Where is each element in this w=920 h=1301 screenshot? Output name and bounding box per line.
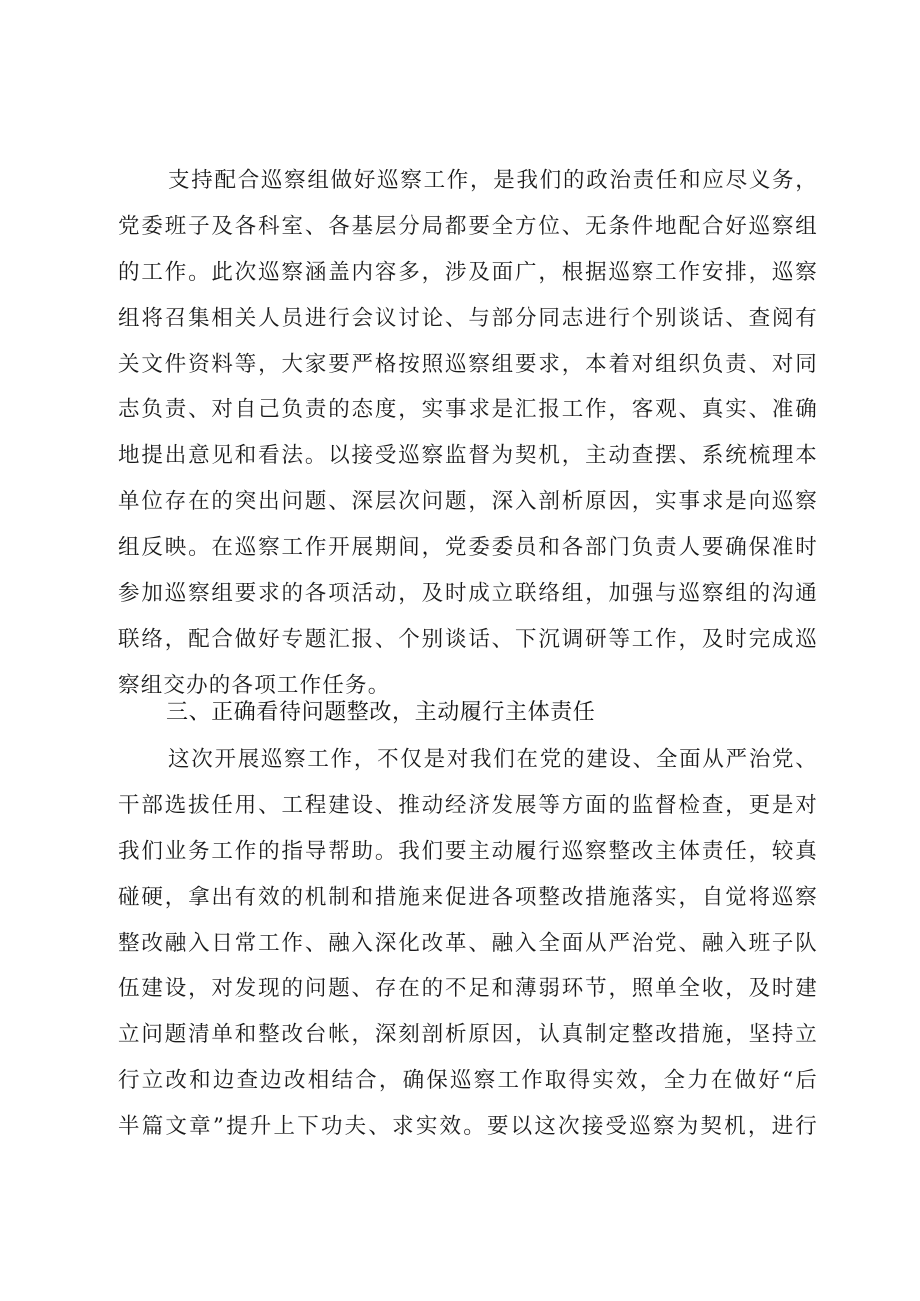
paragraph-line: 伍建设，对发现的问题、存在的不足和薄弱环节，照单全收，及时建: [118, 976, 818, 1002]
paragraph-inspection-cooperation: [118, 158, 818, 709]
paragraph-line: 整改融入日常工作、融入深化改革、融入全面从严治党、融入班子队: [118, 930, 818, 956]
paragraph-line: 组将召集相关人员进行会议讨论、与部分同志进行个别谈话、查阅有: [118, 305, 818, 331]
paragraph-line: 关文件资料等，大家要严格按照巡察组要求，本着对组织负责、对同: [118, 351, 818, 377]
paragraph-line: 党委班子及各科室、各基层分局都要全方位、无条件地配合好巡察组: [118, 213, 818, 239]
paragraph-line: 支持配合巡察组做好巡察工作，是我们的政治责任和应尽义务，: [168, 168, 818, 193]
paragraph-line: 的工作。此次巡察涵盖内容多，涉及面广，根据巡察工作安排，巡察: [118, 259, 818, 285]
paragraph-rectification: [118, 737, 818, 1150]
section-heading-3: 三、正确看待问题整改，主动履行主体责任: [166, 700, 596, 725]
paragraph-line: 察组交办的各项工作任务。: [118, 672, 391, 698]
paragraph-line: 组反映。在巡察工作开展期间，党委委员和各部门负责人要确保准时: [118, 535, 818, 561]
paragraph-line: 志负责、对自己负责的态度，实事求是汇报工作，客观、真实、准确: [118, 397, 818, 423]
paragraph-line: 半篇文章”提升上下功夫、求实效。要以这次接受巡察为契机，进行: [118, 1114, 818, 1140]
paragraph-line: 干部选拔任用、工程建设、推动经济发展等方面的监督检查，更是对: [118, 792, 818, 818]
paragraph-line: 碰硬，拿出有效的机制和措施来促进各项整改措施落实，自觉将巡察: [118, 884, 818, 910]
paragraph-line: 参加巡察组要求的各项活动，及时成立联络组，加强与巡察组的沟通: [118, 581, 818, 607]
paragraph-line: 我们业务工作的指导帮助。我们要主动履行巡察整改主体责任，较真: [118, 838, 818, 864]
paragraph-line: 行立改和边查边改相结合，确保巡察工作取得实效，全力在做好“后: [118, 1068, 818, 1094]
paragraph-line: 单位存在的突出问题、深层次问题，深入剖析原因，实事求是向巡察: [118, 489, 818, 515]
paragraph-line: 地提出意见和看法。以接受巡察监督为契机，主动查摆、系统梳理本: [118, 443, 818, 469]
paragraph-line: 联络，配合做好专题汇报、个别谈话、下沉调研等工作，及时完成巡: [118, 626, 818, 652]
paragraph-line: 立问题清单和整改台帐，深刻剖析原因，认真制定整改措施，坚持立: [118, 1022, 818, 1048]
paragraph-line: 这次开展巡察工作，不仅是对我们在党的建设、全面从严治党、: [168, 747, 818, 772]
